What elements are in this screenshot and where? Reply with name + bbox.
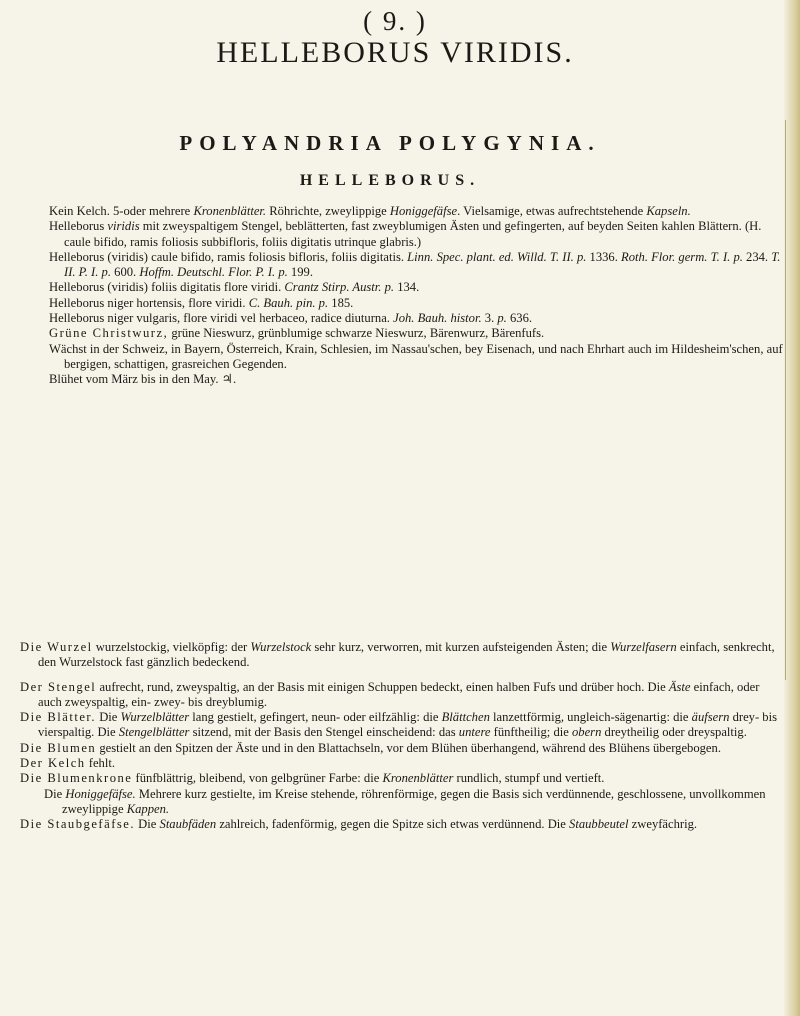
synonym-linnaeus: Helleborus (viridis) caule bifido, ramis foliosis bifloris, foliis digitatis. Linn. Spec. plant. ed. Willd. T. II. p. 1336. Roth. Flor. germ. T. I. p. 234. T. II. P. I. p. 600. Hoffm. Deutschl. Flor. P. I. p. 199. bbox=[49, 249, 781, 280]
page-edge-shadow bbox=[784, 0, 800, 1016]
description-block bbox=[20, 640, 778, 833]
genus-character: Kein Kelch. 5-oder mehrere Kronenblätter. Röhrichte, zweylippige Honiggefäfse. Vielsamige, etwas aufrechtstehende Kapseln. bbox=[49, 204, 691, 218]
synonym-crantz: Helleborus (viridis) foliis digitatis flore viridi. Crantz Stirp. Austr. p. 134. bbox=[49, 280, 420, 295]
description-flowers: Die Blumen gestielt an den Spitzen der Äste und in den Blattachseln, vor dem Blühen überhangend, während des Blühens übergebogen. bbox=[20, 740, 721, 755]
page-title: HELLEBORUS VIRIDIS. bbox=[216, 36, 574, 69]
description-corolla: Die Blumenkrone fünfblättrig, bleibend, von gelbgrüner Farbe: die Kronenblätter rundlich, stumpf und vertieft. bbox=[20, 771, 605, 786]
description-calyx: Der Kelch fehlt. bbox=[20, 756, 115, 771]
flowering-time: Blühet vom März bis in den May. ♃. bbox=[49, 372, 237, 387]
paragraph-gap bbox=[20, 671, 778, 680]
paragraph-label: Der Stengel bbox=[20, 679, 97, 694]
synonym-c-bauhin: Helleborus niger hortensis, flore viridi. C. Bauh. pin. p. 185. bbox=[49, 295, 354, 310]
description-stamens: Die Staubgefäfse. Die Staubfäden zahlreich, fadenförmig, gegen die Spitze sich etwas verdünnend. Die Staubbeutel zweyfächrig. bbox=[20, 817, 698, 832]
paragraph-label: Der Kelch bbox=[20, 756, 86, 771]
page-number: ( 9. ) bbox=[363, 6, 427, 36]
paragraph-label: Die Wurzel bbox=[20, 640, 93, 654]
paragraph-label: Die Staubgefäfse. bbox=[20, 817, 136, 832]
description-nectaries: Die Honiggefäfse. Mehrere kurz gestielte, im Kreise stehende, röhrenförmige, gegen die Basis sich verdünnende, geschlossene, unvollkommen zweylippige Kappen. bbox=[44, 786, 766, 816]
genus-heading: HELLEBORUS. bbox=[299, 172, 481, 189]
synonym-j-bauhin: Helleborus niger vulgaris, flore viridi vel herbaceo, radice diuturna. Joh. Bauh. histor. 3. p. 636. bbox=[49, 311, 533, 326]
species-diagnosis: Helleborus viridis mit zweyspaltigem Stengel, beblätterten, fast zweyblumigen Ästen und gefingerten, auf beyden Seiten kahlen Blättern. (H. caule bifido, ramis foliosis subbifloris, foliis digitatis utrinque glabris.) bbox=[49, 219, 762, 249]
description-root: Die Wurzel wurzelstockig, vielköpfig: der Wurzelstock sehr kurz, verworren, mit kurzen aufsteigenden Ästen; die Wurzelfasern einfach, senkrecht, den Wurzelstock fast gänzlich bedeckend. bbox=[20, 640, 775, 670]
habitat: Wächst in der Schweiz, in Bayern, Österreich, Krain, Schlesien, im Nassau'schen, bey Eisenach, und nach Ehrhart auch im Hildesheim'schen, auf bergigen, schattigen, grasreichen Gegenden. bbox=[49, 341, 783, 371]
linnaean-class: POLYANDRIA POLYGYNIA. bbox=[179, 131, 601, 155]
common-names: Grüne Christwurz, grüne Nieswurz, grünblumige schwarze Nieswurz, Bärenwurz, Bärenfufs. bbox=[49, 326, 545, 341]
paragraph-label: Kein Kelch. bbox=[49, 204, 110, 218]
paragraph-label: Die Blätter. bbox=[20, 710, 97, 725]
description-leaves: Die Blätter. Die Wurzelblätter lang gestielt, gefingert, neun- oder eilfzählig: die Blättchen lanzettförmig, ungleich-sägenartig: die äufsern drey- bis vierspaltig. Die Stengelblätter sitzend, mit der Basis den Stengel einscheidend: das untere fünftheilig; die obern dreytheilig oder dreyspaltig. bbox=[20, 710, 778, 740]
paragraph-label: Die Blumenkrone bbox=[20, 771, 133, 786]
paragraph-label: Grüne Christwurz, bbox=[49, 326, 169, 341]
description-stem: Der Stengel aufrecht, rund, zweyspaltig, an der Basis mit einigen Schuppen bedeckt, einen halben Fufs und drüber hoch. Die Äste einfach, oder auch zweyspaltig, ein- zwey- bis dreyblumig. bbox=[20, 679, 760, 709]
synonymy-block bbox=[34, 204, 791, 388]
paragraph-label: Die Blumen bbox=[20, 740, 97, 755]
